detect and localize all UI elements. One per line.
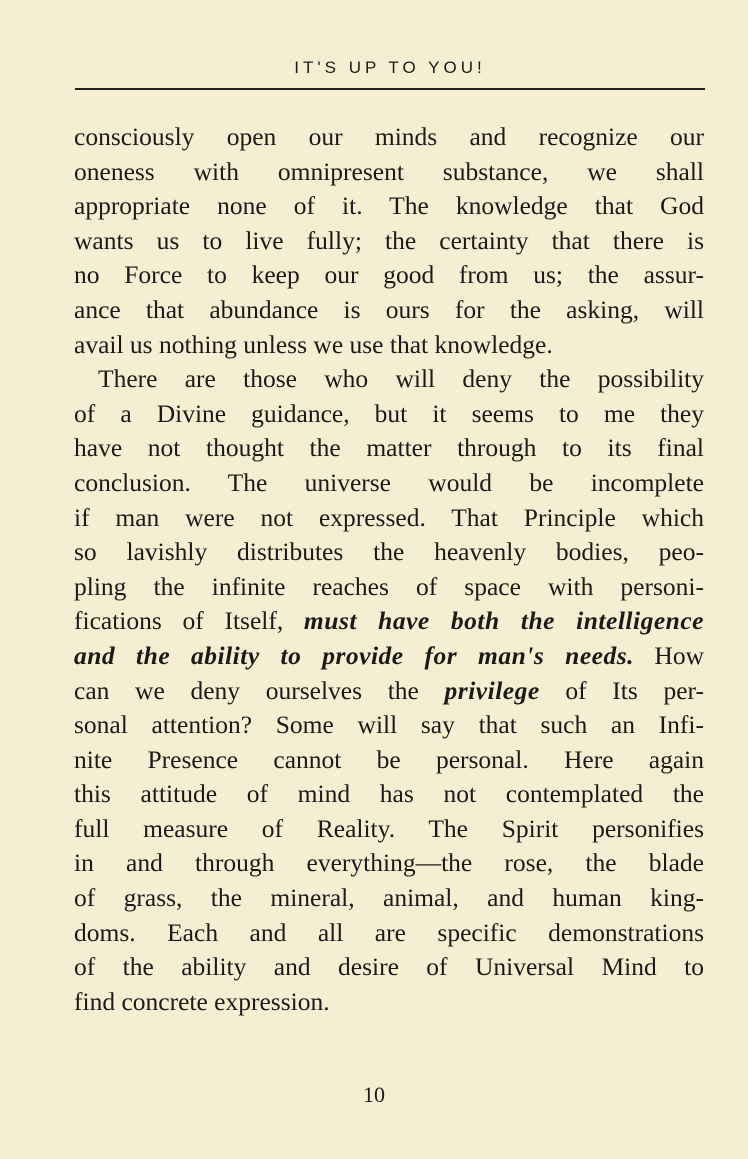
emphasized-text: and the ability to provide for man's needs.: [74, 640, 635, 670]
text-line: [74, 846, 704, 881]
text-segment: oneness with omnipresent substance, we shall: [74, 156, 704, 186]
text-segment: wants us to live fully; the certainty that there is: [74, 225, 704, 255]
text-segment: this attitude of mind has not contemplated the: [74, 779, 704, 809]
text-line: [74, 535, 704, 570]
text-segment: no Force to keep our good from us; the assur-: [74, 260, 704, 290]
text-segment: doms. Each and all are specific demonstrations: [74, 917, 704, 947]
text-line: [74, 604, 704, 639]
text-line: [74, 362, 704, 397]
text-line: [74, 328, 704, 363]
text-line: [74, 812, 704, 847]
text-segment: find concrete expression.: [74, 986, 330, 1016]
text-segment: nite Presence cannot be personal. Here again: [74, 744, 704, 774]
text-segment: There are those who will deny the possibility: [98, 364, 704, 394]
text-line: [74, 743, 704, 778]
text-line: [74, 674, 704, 709]
text-segment: full measure of Reality. The Spirit personifies: [74, 813, 704, 843]
header-rule: [75, 88, 705, 90]
text-segment: of grass, the mineral, animal, and human king-: [74, 883, 704, 913]
text-segment: of a Divine guidance, but it seems to me they: [74, 398, 704, 428]
text-line: [74, 293, 704, 328]
text-line: [74, 501, 704, 536]
text-segment: sonal attention? Some will say that such an Infi-: [74, 710, 704, 740]
running-title: IT'S UP TO YOU!: [294, 58, 486, 77]
text-segment: can we deny ourselves the: [74, 675, 445, 705]
text-line: [74, 570, 704, 605]
text-line: [74, 189, 704, 224]
text-segment: fications of Itself,: [74, 606, 304, 636]
text-segment: pling the infinite reaches of space with personi-: [74, 571, 704, 601]
text-segment: ance that abundance is ours for the asking, will: [74, 294, 704, 324]
text-segment: conclusion. The universe would be incomplete: [74, 467, 704, 497]
body-text: [74, 120, 704, 1019]
text-line: [74, 950, 704, 985]
emphasized-text: must have both the intelligence: [303, 606, 704, 636]
text-line: [74, 258, 704, 293]
text-line: [74, 224, 704, 259]
text-line: [74, 155, 704, 190]
text-segment: appropriate none of it. The knowledge that God: [74, 191, 704, 221]
text-segment: of Its per-: [539, 675, 704, 705]
text-segment: so lavishly distributes the heavenly bodies, peo-: [74, 537, 704, 567]
text-line: [74, 708, 704, 743]
text-line: [74, 431, 704, 466]
text-segment: of the ability and desire of Universal Mind to: [74, 952, 704, 982]
text-line: [74, 120, 704, 155]
text-segment: avail us nothing unless we use that knowledge.: [74, 329, 553, 359]
text-line: [74, 639, 704, 674]
emphasized-text: privilege: [444, 675, 540, 705]
page-number: 10: [363, 1082, 385, 1107]
text-line: [74, 777, 704, 812]
text-segment: consciously open our minds and recognize our: [74, 122, 704, 151]
text-segment: have not thought the matter through to its final: [74, 433, 704, 463]
text-segment: How: [634, 640, 704, 670]
text-line: [74, 916, 704, 951]
text-line: [74, 985, 704, 1020]
text-segment: if man were not expressed. That Principle which: [74, 502, 704, 532]
text-segment: in and through everything—the rose, the blade: [74, 848, 704, 878]
text-line: [74, 466, 704, 501]
text-line: [74, 397, 704, 432]
text-line: [74, 881, 704, 916]
